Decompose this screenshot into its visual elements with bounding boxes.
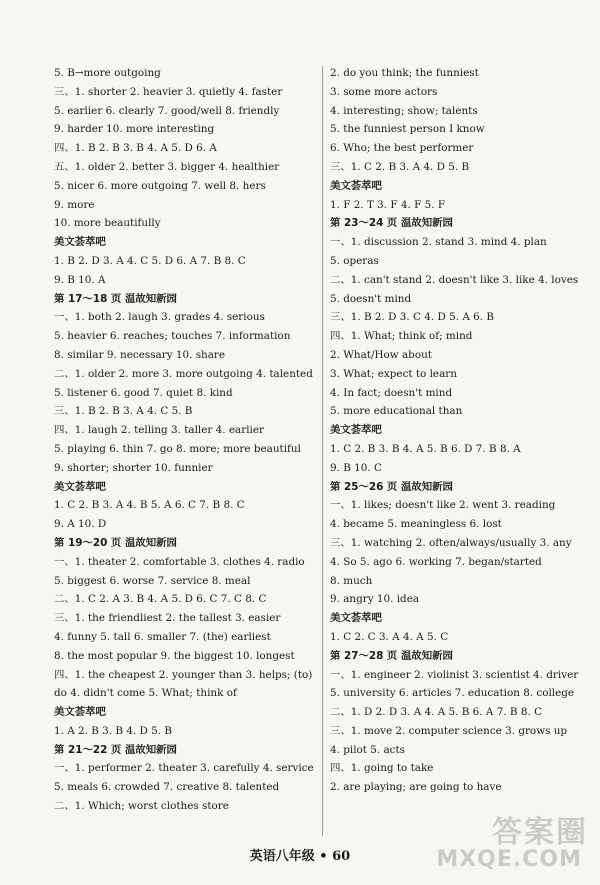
section-heading: 第 27～28 页 温故知新园 [330,649,453,662]
section-heading: 第 19～20 页 温故知新园 [54,536,177,549]
answer-line: 三、1. move 2. computer science 3. grows up [330,724,568,737]
answer-line: 二、1. Which; worst clothes store [54,800,229,813]
answer-line: 4. funny 5. tall 6. smaller 7. (the) earliest [54,630,271,643]
answer-line: 三、1. the friendliest 2. the tallest 3. easier [54,612,281,625]
section-heading: 美文荟萃吧 [54,706,106,719]
answer-line: 10. more beautifully [54,217,161,230]
answer-line: 三、1. B 2. D 3. C 4. D 5. A 6. B [330,311,494,324]
answer-line: 5. nicer 6. more outgoing 7. well 8. hers [54,179,266,192]
section-heading: 美文荟萃吧 [54,236,106,249]
answer-line: 三、1. shorter 2. heavier 3. quietly 4. faster [54,85,283,98]
answer-line: 四、1. laugh 2. telling 3. taller 4. earlier [54,424,264,437]
answer-line: 4. pilot 5. acts [330,743,405,756]
answer-line: 二、1. D 2. D 3. A 4. A 5. B 6. A 7. B 8. C [330,706,543,719]
answer-line: 8. similar 9. necessary 10. share [54,348,226,361]
answer-line: 四、1. B 2. B 3. B 4. A 5. D 6. A [54,142,217,155]
section-heading: 美文荟萃吧 [330,612,382,625]
answer-line: 一、1. likes; doesn't like 2. went 3. reading [330,499,556,512]
answer-line: 5. biggest 6. worse 7. service 8. meal [54,574,251,587]
answer-line: 3. What; expect to learn [330,367,457,380]
answer-line: 3. some more actors [330,85,438,98]
answer-line: 5. meals 6. crowded 7. creative 8. talented [54,781,280,794]
answer-line: 5. heavier 6. reaches; touches 7. information [54,330,291,343]
section-heading: 美文荟萃吧 [54,480,106,493]
answer-line: 二、1. can't stand 2. doesn't like 3. like 4. loves [330,273,579,286]
answer-line: 5. B→more outgoing [54,67,161,79]
section-heading: 美文荟萃吧 [330,179,382,192]
answer-line: 1. C 2. C 3. A 4. A 5. C [330,630,449,643]
answer-line: 一、1. performer 2. theater 3. carefully 4. service [54,762,314,775]
section-heading: 第 21～22 页 温故知新园 [54,743,177,756]
answer-line: 1. C 2. B 3. B 4. A 5. B 6. D 7. B 8. A [330,442,521,455]
answer-line: 9. B 10. C [330,461,382,474]
answer-line: 2. are playing; are going to have [330,781,502,794]
answer-line: 二、1. older 2. more 3. more outgoing 4. talented [54,367,313,380]
answer-line: 9. more [54,198,95,211]
answer-line: 四、1. What; think of; mind [330,330,473,343]
answer-line: 5. operas [330,254,379,267]
answer-line: 一、1. both 2. laugh 3. grades 4. serious [54,311,265,324]
answer-line: 5. listener 6. good 7. quiet 8. kind [54,386,233,399]
page-footer: 英语八年级 • 60 [249,849,351,864]
watermark [436,807,592,877]
section-heading: 第 25～26 页 温故知新园 [330,480,453,493]
watermark-logo-text: 答案圈 [492,815,588,850]
answer-line: 四、1. the cheapest 2. younger than 3. helps; (to) [54,668,313,681]
answer-line: 1. C 2. B 3. A 4. B 5. A 6. C 7. B 8. C [54,499,245,512]
answer-line: 9. A 10. D [54,518,107,531]
left-column [54,64,316,816]
answer-line: 5. university 6. articles 7. education 8. college [330,687,575,700]
answer-line: 5. the funniest person I know [330,123,485,136]
answer-line: 8. much [330,574,373,587]
right-column [330,64,590,797]
answer-line: 二、1. C 2. A 3. B 4. A 5. D 6. C 7. C 8. C [54,593,267,606]
answer-line: 三、1. B 2. B 3. A 4. C 5. B [54,405,193,418]
answer-line: 1. F 2. T 3. F 4. F 5. F [330,198,446,211]
answer-line: 9. angry 10. idea [330,593,420,606]
answer-line: 1. B 2. D 3. A 4. C 5. D 6. A 7. B 8. C [54,254,246,267]
answer-line: 4. became 5. meaningless 6. lost [330,518,502,531]
section-heading: 第 17～18 页 温故知新园 [54,292,177,305]
answer-line: 8. the most popular 9. the biggest 10. longest [54,649,295,662]
section-heading: 美文荟萃吧 [330,424,382,437]
answer-line: do 4. didn't come 5. What; think of [54,687,237,700]
answer-line: 6. Who; the best performer [330,142,474,155]
answer-line: 5. playing 6. thin 7. go 8. more; more beautiful [54,442,301,455]
answer-line: 五、1. older 2. better 3. bigger 4. healthier [54,160,280,173]
answer-line: 三、1. watching 2. often/always/usually 3. any [330,536,572,549]
answer-line: 1. A 2. B 3. B 4. D 5. B [54,724,173,737]
watermark-url: MXQE.COM [436,847,582,872]
answer-line: 2. do you think; the funniest [330,67,479,79]
section-heading: 第 23～24 页 温故知新园 [330,217,453,230]
answer-line: 9. B 10. A [54,273,106,286]
answer-line: 5. more educational than [330,405,463,418]
answer-line: 5. doesn't mind [330,292,412,305]
answer-line: 9. harder 10. more interesting [54,123,215,136]
answer-line: 一、1. theater 2. comfortable 3. clothes 4. radio [54,555,305,568]
answer-line: 9. shorter; shorter 10. funnier [54,461,213,474]
answer-line: 一、1. engineer 2. violinist 3. scientist 4. driver [330,668,579,681]
column-divider [322,66,323,836]
answer-line: 2. What/How about [330,348,432,361]
answer-line: 4. interesting; show; talents [330,104,478,117]
answer-line: 4. In fact; doesn't mind [330,386,453,399]
answer-line: 三、1. C 2. B 3. A 4. D 5. B [330,160,470,173]
answer-line: 4. So 5. ago 6. working 7. began/started [330,555,542,568]
answer-line: 5. earlier 6. clearly 7. good/well 8. friendly [54,104,280,117]
answer-line: 一、1. discussion 2. stand 3. mind 4. plan [330,236,547,249]
answer-line: 四、1. going to take [330,762,434,775]
